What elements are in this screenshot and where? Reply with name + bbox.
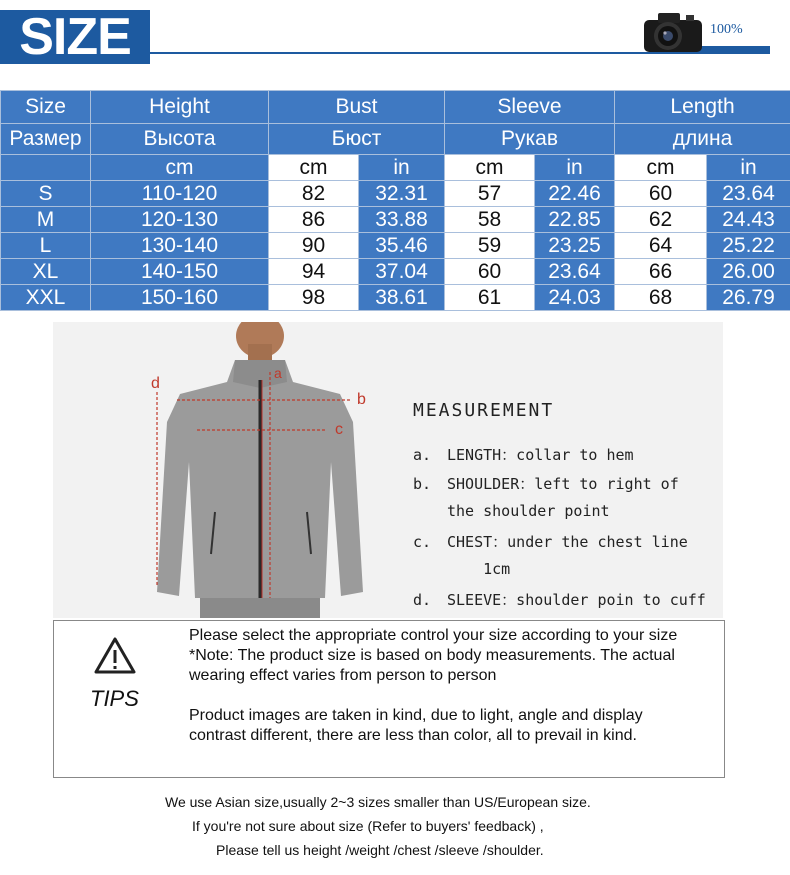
unit-height-cm: cm xyxy=(91,155,269,181)
header-length: Length xyxy=(615,91,790,124)
table-row xyxy=(1,285,790,311)
table-row xyxy=(1,259,790,285)
header-bust: Bust xyxy=(269,91,445,124)
cell-size: L xyxy=(1,233,91,259)
label-c: c xyxy=(335,421,343,438)
zoom-label: 100% xyxy=(710,22,743,37)
unit-bust-in: in xyxy=(359,155,445,181)
cell-bust-cm: 90 xyxy=(269,233,359,259)
size-badge: SIZE xyxy=(0,10,150,64)
measurement-item: d. SLEEVE：shoulder poin to cuff xyxy=(413,591,706,609)
measurement-item: 1cm xyxy=(447,560,511,578)
cell-sleeve-in: 22.46 xyxy=(535,181,615,207)
header-length-ru: длина xyxy=(615,124,790,155)
label-b: b xyxy=(357,391,366,408)
tip-line: contrast different, there are less than color, all to prevail in kind. xyxy=(189,727,637,744)
size-table xyxy=(0,90,790,311)
cell-bust-in: 37.04 xyxy=(359,259,445,285)
cell-bust-cm: 82 xyxy=(269,181,359,207)
cell-length-cm: 68 xyxy=(615,285,707,311)
cell-sleeve-cm: 61 xyxy=(445,285,535,311)
measurement-item: the shoulder point xyxy=(447,502,610,520)
cell-bust-in: 33.88 xyxy=(359,207,445,233)
header-row-en xyxy=(1,91,790,124)
unit-length-in: in xyxy=(707,155,790,181)
cell-length-in: 25.22 xyxy=(707,233,790,259)
cell-size: XL xyxy=(1,259,91,285)
cell-bust-in: 38.61 xyxy=(359,285,445,311)
measurement-item: a. LENGTH：collar to hem xyxy=(413,446,634,464)
measurement-item: b. SHOULDER：left to right of xyxy=(413,475,679,493)
cell-sleeve-cm: 60 xyxy=(445,259,535,285)
label-d: d xyxy=(151,375,160,392)
cell-size: S xyxy=(1,181,91,207)
header-height-ru: Высота xyxy=(91,124,269,155)
tip-line: Please select the appropriate control your size according to your size xyxy=(189,627,678,644)
header-sleeve-ru: Рукав xyxy=(445,124,615,155)
header-size: Size xyxy=(1,91,91,124)
unit-sleeve-in: in xyxy=(535,155,615,181)
tip-line: *Note: The product size is based on body measurements. The actual xyxy=(189,647,675,664)
label-a: a xyxy=(274,365,282,381)
cell-length-in: 26.00 xyxy=(707,259,790,285)
warning-icon xyxy=(93,636,137,676)
unit-empty xyxy=(1,155,91,181)
cell-sleeve-in: 22.85 xyxy=(535,207,615,233)
cell-size: M xyxy=(1,207,91,233)
cell-sleeve-in: 23.64 xyxy=(535,259,615,285)
unit-sleeve-cm: cm xyxy=(445,155,535,181)
cell-length-in: 26.79 xyxy=(707,285,790,311)
footer-line: We use Asian size,usually 2~3 sizes smaller than US/European size. xyxy=(165,794,591,810)
tip-line: Product images are taken in kind, due to light, angle and display xyxy=(189,707,643,724)
cell-length-in: 24.43 xyxy=(707,207,790,233)
table-row xyxy=(1,181,790,207)
cell-length-in: 23.64 xyxy=(707,181,790,207)
cell-height: 130-140 xyxy=(91,233,269,259)
cell-size: XXL xyxy=(1,285,91,311)
tip-line: wearing effect varies from person to person xyxy=(189,667,497,684)
cell-bust-cm: 98 xyxy=(269,285,359,311)
cell-sleeve-in: 23.25 xyxy=(535,233,615,259)
measurement-item: c. CHEST：under the chest line xyxy=(413,533,688,551)
cell-bust-in: 32.31 xyxy=(359,181,445,207)
header-bust-ru: Бюст xyxy=(269,124,445,155)
cell-sleeve-in: 24.03 xyxy=(535,285,615,311)
cell-sleeve-cm: 57 xyxy=(445,181,535,207)
cell-bust-in: 35.46 xyxy=(359,233,445,259)
cell-height: 140-150 xyxy=(91,259,269,285)
unit-length-cm: cm xyxy=(615,155,707,181)
footer-line: Please tell us height /weight /chest /sleeve /shoulder. xyxy=(216,842,544,858)
cell-bust-cm: 86 xyxy=(269,207,359,233)
measurement-title: MEASUREMENT xyxy=(413,400,555,421)
table-row xyxy=(1,233,790,259)
header-sleeve: Sleeve xyxy=(445,91,615,124)
cell-sleeve-cm: 59 xyxy=(445,233,535,259)
jacket-figure xyxy=(135,322,385,618)
table-row xyxy=(1,207,790,233)
camera-icon xyxy=(640,8,706,54)
footer-line: If you're not sure about size (Refer to buyers' feedback) , xyxy=(192,818,544,834)
cell-height: 110-120 xyxy=(91,181,269,207)
unit-row xyxy=(1,155,790,181)
cell-sleeve-cm: 58 xyxy=(445,207,535,233)
cell-bust-cm: 94 xyxy=(269,259,359,285)
header-size-ru: Размер xyxy=(1,124,91,155)
cell-length-cm: 64 xyxy=(615,233,707,259)
cell-length-cm: 60 xyxy=(615,181,707,207)
tips-label: TIPS xyxy=(90,686,139,711)
cell-length-cm: 66 xyxy=(615,259,707,285)
header-row-ru xyxy=(1,124,790,155)
header-height: Height xyxy=(91,91,269,124)
cell-length-cm: 62 xyxy=(615,207,707,233)
cell-height: 120-130 xyxy=(91,207,269,233)
unit-bust-cm: cm xyxy=(269,155,359,181)
cell-height: 150-160 xyxy=(91,285,269,311)
